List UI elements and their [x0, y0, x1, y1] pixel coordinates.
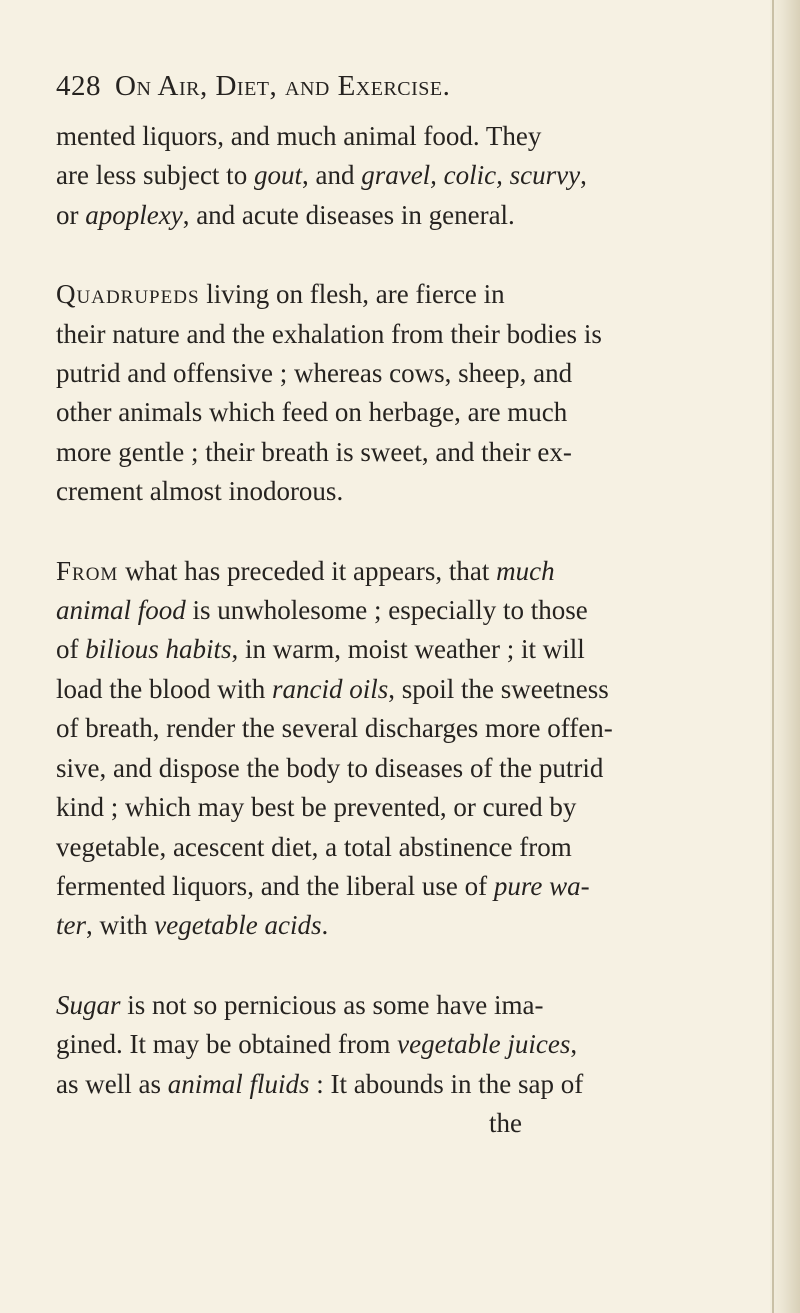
text-line: [56, 393, 626, 432]
text-line: [56, 552, 626, 591]
text-run: Quadrupeds: [56, 279, 200, 310]
text-run: is not so pernicious as some have ima-: [120, 989, 544, 1020]
text-run: kind ; which may best be prevented, or cured by: [56, 792, 577, 823]
text-run: other animals which feed on herbage, are much: [56, 397, 568, 428]
text-run: , and: [301, 160, 362, 191]
paragraph-gap: [56, 946, 626, 986]
text-line: [56, 156, 626, 195]
text-run: sive, and dispose the body to diseases of the putrid: [56, 752, 604, 783]
text-run: fermented liquors, and the liberal use of: [56, 870, 494, 901]
text-line: [56, 630, 626, 669]
text-line: [56, 1025, 626, 1064]
text-run: ter: [56, 910, 86, 941]
text-run: much: [496, 555, 555, 586]
text-run: as well as: [56, 1068, 168, 1099]
text-run: ,: [580, 160, 587, 191]
text-run: or: [56, 199, 86, 230]
paragraph: [56, 552, 626, 946]
text-run: is unwholesome ; especially to those: [185, 595, 588, 626]
text-run: pure wa-: [493, 870, 590, 901]
text-run: Sugar: [56, 989, 121, 1020]
text-run: mented liquors, and much animal food. They: [56, 121, 542, 151]
text-line: [56, 906, 626, 945]
text-run: are less subject to: [56, 160, 254, 191]
text-run: putrid and offensive ; whereas cows, sheep, and: [56, 358, 573, 389]
text-run: From: [56, 555, 119, 586]
text-line: [56, 1065, 626, 1104]
text-line: [56, 354, 626, 393]
text-run: ,: [570, 1029, 578, 1060]
text-run: bilious habits: [85, 634, 232, 665]
text-line: [56, 315, 626, 354]
paragraph-gap: [56, 235, 626, 275]
text-run: animal fluids: [167, 1068, 310, 1099]
catchword: the: [489, 1107, 522, 1138]
text-run: gout: [253, 160, 302, 191]
text-line: [56, 591, 626, 630]
text-line: [56, 670, 626, 709]
text-run: , and acute diseases in general.: [182, 199, 515, 230]
text-line: [56, 867, 626, 906]
text-run: , in warm, moist weather ; it will: [231, 634, 585, 665]
paragraph: [56, 986, 626, 1104]
running-header: [56, 66, 636, 106]
text-run: apoplexy: [85, 199, 183, 230]
paragraph: [56, 275, 626, 511]
text-run: , spoil the sweetness: [388, 673, 609, 704]
page-edge-shadow: [770, 0, 800, 1313]
text-run: load the blood with: [56, 673, 272, 704]
text-run: vegetable juices: [397, 1029, 571, 1060]
text-line: [56, 196, 626, 235]
text-run: of: [56, 634, 86, 665]
text-run: gined. It may be obtained from: [56, 1029, 398, 1060]
text-line: [56, 828, 626, 867]
text-run: : It abounds in the sap of: [309, 1068, 584, 1099]
text-run: of breath, render the several discharges more offen-: [56, 713, 613, 744]
body-text: [56, 117, 626, 1143]
text-line: [56, 709, 626, 748]
text-line: [56, 749, 626, 788]
text-line: [56, 472, 626, 511]
text-run: living on flesh, are fierce in: [199, 279, 505, 310]
text-line: [56, 788, 626, 827]
text-run: crement almost inodorous.: [56, 476, 344, 507]
text-run: rancid oils: [271, 673, 389, 704]
page-number: 428: [56, 70, 101, 102]
text-run: , with: [86, 910, 155, 941]
text-line: [56, 117, 626, 156]
text-run: .: [321, 910, 329, 941]
text-line: [56, 275, 626, 314]
text-line: [56, 986, 626, 1025]
text-run: what has preceded it appears, that: [118, 555, 497, 586]
running-title: On Air, Diet, and Exercise.: [115, 70, 451, 102]
text-run: vegetable acids: [154, 910, 322, 941]
text-run: animal food: [56, 595, 186, 626]
page-edge-line: [772, 0, 774, 1313]
text-run: more gentle ; their breath is sweet, and their ex-: [56, 436, 572, 467]
text-run: vegetable, acescent diet, a total abstinence from: [56, 831, 572, 862]
text-line: [56, 433, 626, 472]
paragraph-gap: [56, 512, 626, 552]
paragraph: [56, 117, 626, 235]
text-run: their nature and the exhalation from their bodies is: [56, 318, 602, 349]
text-run: gravel, colic, scurvy: [361, 160, 581, 191]
